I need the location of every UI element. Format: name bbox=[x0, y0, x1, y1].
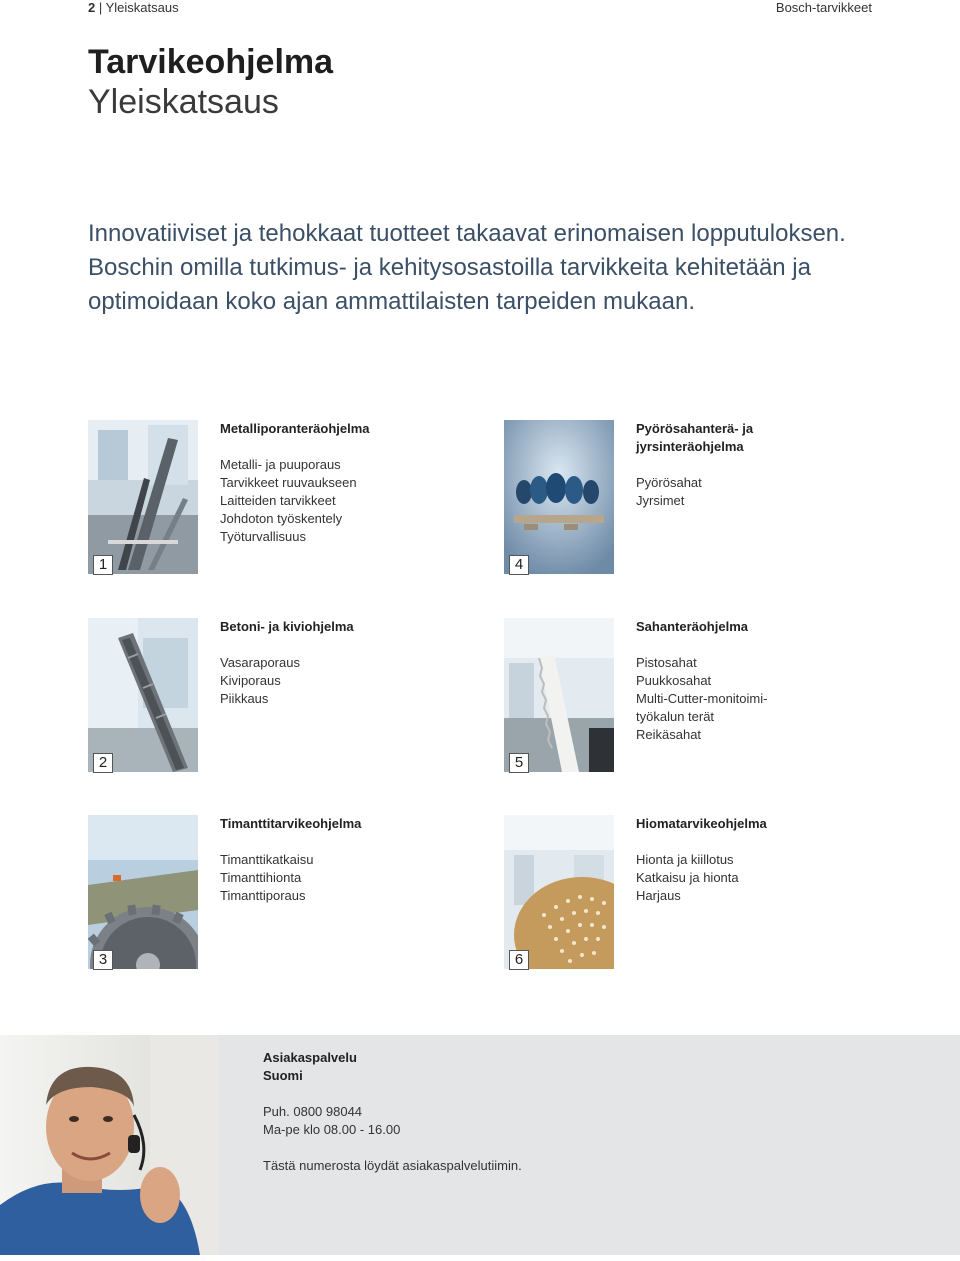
program-number: 1 bbox=[93, 555, 113, 575]
program-item: työkalun terät bbox=[636, 709, 715, 724]
jigsaw-blade-photo bbox=[504, 618, 614, 772]
program-item: Hionta ja kiillotus bbox=[636, 852, 734, 867]
program-text bbox=[220, 618, 470, 708]
program-item: Tarvikkeet ruuvaukseen bbox=[220, 475, 357, 490]
program-item: Laitteiden tarvikkeet bbox=[220, 493, 336, 508]
hammer-drill-bit-photo bbox=[88, 618, 198, 772]
program-tile-metal-drilling bbox=[88, 420, 468, 580]
program-heading: jyrsinteräohjelma bbox=[636, 439, 744, 454]
program-tile-diamond bbox=[88, 815, 468, 975]
service-title: Asiakaspalvelu bbox=[263, 1050, 357, 1065]
program-heading: Metalliporanteräohjelma bbox=[220, 421, 370, 436]
service-hours: Ma-pe klo 08.00 - 16.00 bbox=[263, 1122, 401, 1137]
program-item: Työturvallisuus bbox=[220, 529, 306, 544]
intro-line: optimoidaan koko ajan ammattilaisten tarpeiden mukaan. bbox=[88, 288, 696, 315]
program-item: Multi-Cutter-monitoimi- bbox=[636, 691, 768, 706]
program-tile-abrasives bbox=[504, 815, 884, 975]
program-heading: Pyörösahanterä- ja bbox=[636, 421, 754, 436]
intro-text bbox=[88, 217, 888, 319]
page-number: 2 bbox=[88, 0, 96, 15]
program-number: 6 bbox=[509, 950, 529, 970]
program-item: Reikäsahat bbox=[636, 727, 702, 742]
program-item: Pyörösahat bbox=[636, 475, 702, 490]
program-items bbox=[636, 851, 886, 905]
program-text bbox=[636, 815, 886, 905]
intro-line: Innovatiiviset ja tehokkaat tuotteet takaavat erinomaisen lopputuloksen. bbox=[88, 220, 846, 247]
program-text bbox=[636, 420, 886, 510]
program-items bbox=[220, 851, 470, 905]
program-number: 5 bbox=[509, 753, 529, 773]
program-items bbox=[636, 654, 886, 744]
program-number: 3 bbox=[93, 950, 113, 970]
customer-service-agent-photo bbox=[0, 1035, 219, 1255]
program-item: Jyrsimet bbox=[636, 493, 685, 508]
program-tile-circular-saw bbox=[504, 420, 884, 580]
service-phone: Puh. 0800 98044 bbox=[263, 1104, 363, 1119]
sanding-disc-photo bbox=[504, 815, 614, 969]
brand-name: Bosch-tarvikkeet bbox=[775, 0, 872, 15]
program-number: 2 bbox=[93, 753, 113, 773]
program-tile-saw-blades bbox=[504, 618, 884, 778]
header-left: 2 | Yleiskatsaus bbox=[88, 0, 179, 15]
program-items bbox=[220, 456, 470, 546]
title-block bbox=[88, 42, 333, 122]
program-item: Vasaraporaus bbox=[220, 655, 300, 670]
program-heading: Timanttitarvikeohjelma bbox=[220, 816, 362, 831]
program-tile-concrete-stone bbox=[88, 618, 468, 778]
page-header bbox=[88, 0, 872, 18]
page-subtitle: Yleiskatsaus bbox=[88, 83, 279, 121]
drill-bits-photo bbox=[88, 420, 198, 574]
program-item: Timanttihionta bbox=[220, 870, 302, 885]
program-item: Piikkaus bbox=[220, 691, 269, 706]
service-country: Suomi bbox=[263, 1068, 303, 1083]
customer-service-section bbox=[0, 1035, 960, 1255]
intro-line: Boschin omilla tutkimus- ja kehitysosastoilla tarvikkeita kehitetään ja bbox=[88, 254, 811, 281]
program-text bbox=[636, 618, 886, 744]
page-title: Tarvikeohjelma bbox=[88, 43, 334, 81]
program-item: Pistosahat bbox=[636, 655, 697, 670]
program-item: Timanttikatkaisu bbox=[220, 852, 314, 867]
program-item: Katkaisu ja hionta bbox=[636, 870, 739, 885]
program-heading: Sahanteräohjelma bbox=[636, 619, 748, 634]
program-heading: Betoni- ja kiviohjelma bbox=[220, 619, 354, 634]
program-number: 4 bbox=[509, 555, 529, 575]
program-items bbox=[220, 654, 470, 708]
program-item: Johdoton työskentely bbox=[220, 511, 343, 526]
program-item: Kiviporaus bbox=[220, 673, 281, 688]
program-item: Puukkosahat bbox=[636, 673, 712, 688]
customer-service-info bbox=[263, 1049, 863, 1175]
program-item: Metalli- ja puuporaus bbox=[220, 457, 341, 472]
program-item: Harjaus bbox=[636, 888, 681, 903]
program-text bbox=[220, 420, 470, 546]
saw-blades-photo bbox=[504, 420, 614, 574]
section-name: Yleiskatsaus bbox=[105, 0, 179, 15]
program-item: Timanttiporaus bbox=[220, 888, 306, 903]
diamond-blade-photo bbox=[88, 815, 198, 969]
program-heading: Hiomatarvikeohjelma bbox=[636, 816, 767, 831]
program-items bbox=[636, 474, 886, 510]
program-text bbox=[220, 815, 470, 905]
service-note: Tästä numerosta löydät asiakaspalvelutiimin. bbox=[263, 1158, 522, 1173]
